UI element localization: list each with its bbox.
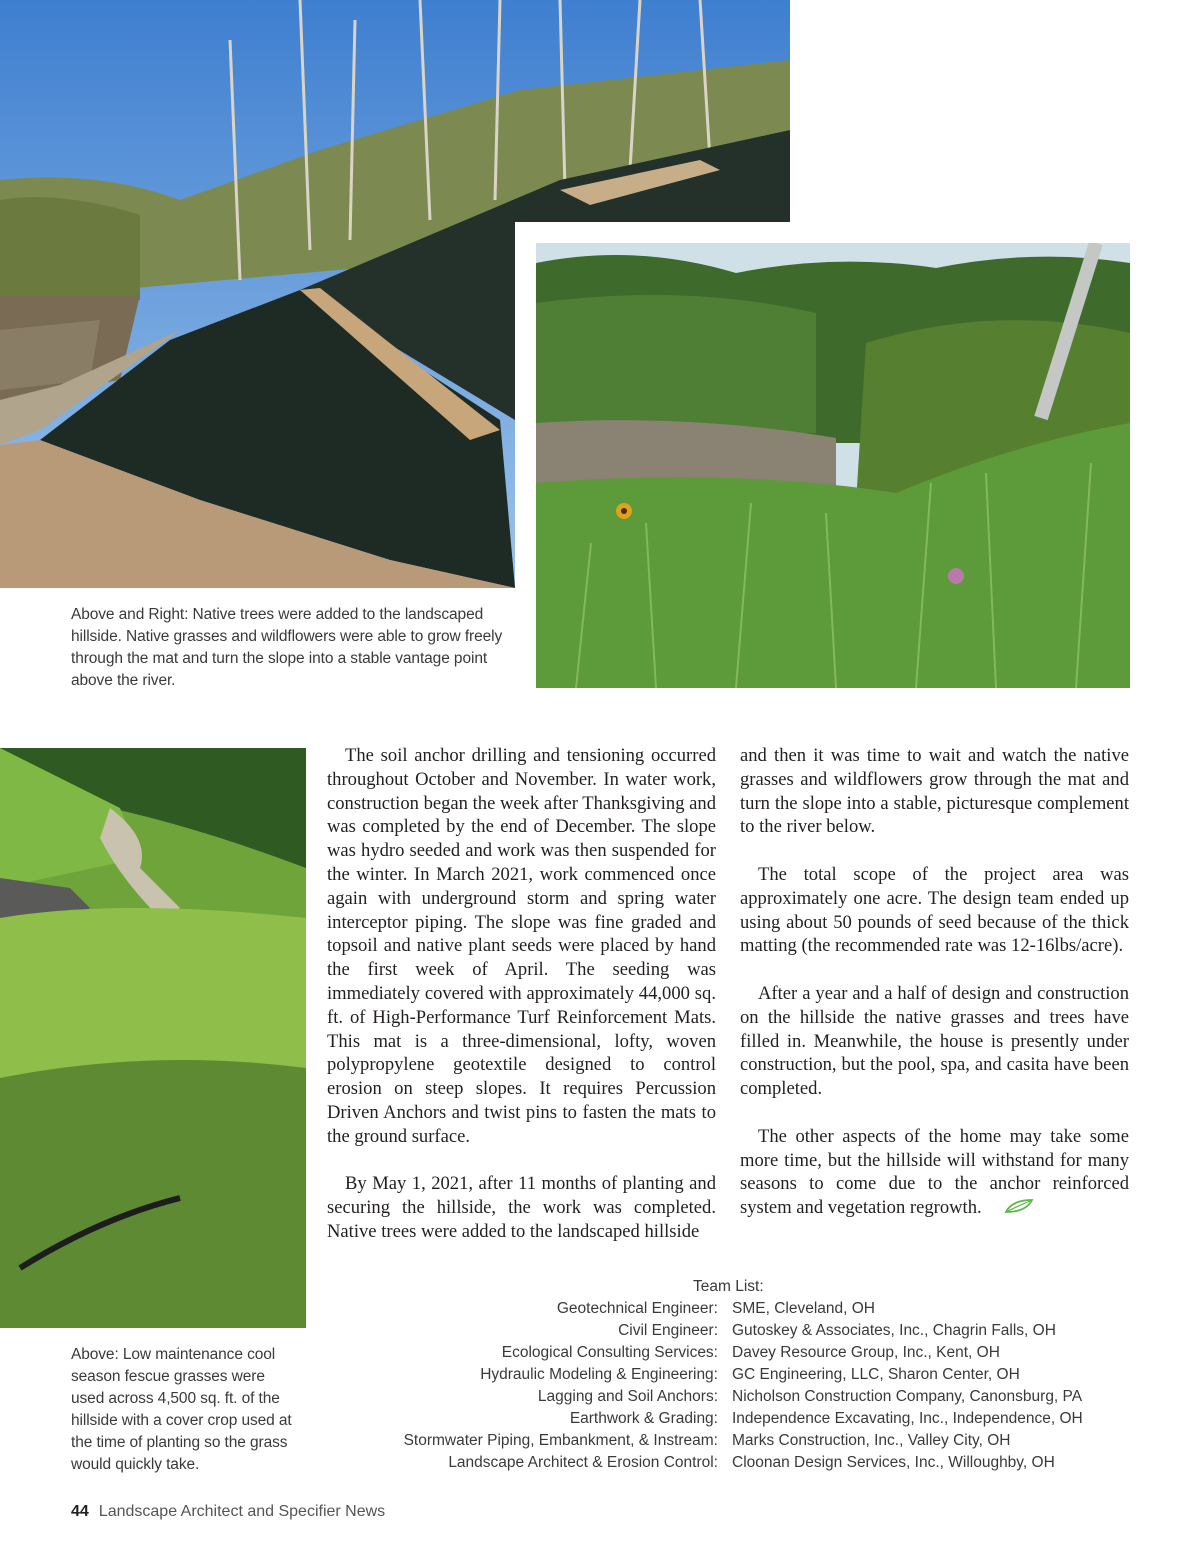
leaf-icon <box>986 1197 1034 1221</box>
team-row <box>300 1364 1120 1386</box>
photo-caption-top: Above and Right: Native trees were added to the landscaped hillside. Native grasses and wildflowers were able to grow freely through the mat and turn the slope into a stable vantage point above the river. <box>71 606 503 689</box>
team-row <box>300 1408 1120 1430</box>
article-column-left <box>327 744 716 1268</box>
team-firm: Independence Excavating, Inc., Independence, OH <box>732 1410 1083 1427</box>
team-firm: Nicholson Construction Company, Canonsburg, PA <box>732 1388 1083 1405</box>
article-paragraph: By May 1, 2021, after 11 months of planting and securing the hillside, the work was completed. Native trees were added to the landscaped hillside <box>327 1173 716 1242</box>
photo-meadow-overlook <box>515 222 1130 688</box>
team-firm: Gutoskey & Associates, Inc., Chagrin Falls, OH <box>732 1322 1056 1339</box>
team-role: Lagging and Soil Anchors: <box>537 1388 718 1405</box>
team-row <box>300 1430 1120 1452</box>
article-paragraph: After a year and a half of design and construction on the hillside the native grasses and trees have filled in. Meanwhile, the house is presently under construction, but the pool, spa, and casita have been completed. <box>740 982 1129 1100</box>
photo-caption-bottom: Above: Low maintenance cool season fescue grasses were used across 4,500 sq. ft. of the hillside with a cover crop used at the time of planting so the grass would quickly take. <box>71 1346 292 1473</box>
article-paragraph: The total scope of the project area was approximately one acre. The design team ended up using about 50 pounds of seed because of the thick matting (the recommended rate was 12-16lbs/acre). <box>740 863 1129 957</box>
team-role: Stormwater Piping, Embankment, & Instream: <box>403 1432 718 1449</box>
article-paragraph: The soil anchor drilling and tensioning occurred throughout October and November. In water work, construction began the week after Thanksgiving and was completed by the end of December. The slope was hydro seeded and work was then suspended for the winter. In March 2021, work commenced once again with underground storm and spring water interceptor piping. The slope was fine graded and topsoil and native plant seeds were placed by hand the first week of April. The seeding was immediately covered with approximately 44,000 sq. ft. of High-Performance Turf Reinforcement Mats. This mat is a three-dimensional, lofty, woven polypropylene geotextile designed to control erosion on steep slopes. It requires Percussion Driven Anchors and twist pins to fasten the mats to the ground surface. <box>327 745 716 1147</box>
team-row <box>300 1452 1120 1474</box>
article-paragraph-text: The other aspects of the home may take some more time, but the hillside will withstand for many seasons to come due to the anchor reinforced system and vegetation regrowth. <box>740 1125 1129 1219</box>
team-firm: Cloonan Design Services, Inc., Willoughby, OH <box>732 1454 1055 1471</box>
team-role: Ecological Consulting Services: <box>501 1344 718 1361</box>
team-firm: Davey Resource Group, Inc., Kent, OH <box>732 1344 1000 1361</box>
team-row <box>300 1342 1120 1364</box>
team-role: Geotechnical Engineer: <box>556 1300 718 1317</box>
team-row <box>300 1298 1120 1320</box>
article-paragraph: and then it was time to wait and watch the native grasses and wildflowers grow through the mat and turn the slope into a stable, picturesque complement to the river below. <box>740 745 1129 838</box>
article-final-paragraph <box>740 1125 1129 1221</box>
team-list-heading: Team List: <box>693 1278 764 1295</box>
team-firm: Marks Construction, Inc., Valley City, OH <box>732 1432 1011 1449</box>
team-row <box>300 1320 1120 1342</box>
publication-name: Landscape Architect and Specifier News <box>98 1503 386 1520</box>
team-firm: GC Engineering, LLC, Sharon Center, OH <box>732 1366 1020 1383</box>
team-role: Hydraulic Modeling & Engineering: <box>480 1366 718 1383</box>
team-firm: SME, Cleveland, OH <box>732 1300 875 1317</box>
team-role: Landscape Architect & Erosion Control: <box>448 1454 718 1471</box>
team-row <box>300 1386 1120 1408</box>
page-number: 44 <box>71 1503 89 1520</box>
team-role: Civil Engineer: <box>618 1322 718 1339</box>
page-footer <box>71 1503 385 1521</box>
team-role: Earthwork & Grading: <box>569 1410 718 1427</box>
photo-fescue-slope <box>0 748 306 1328</box>
article-column-right <box>740 744 1129 1245</box>
